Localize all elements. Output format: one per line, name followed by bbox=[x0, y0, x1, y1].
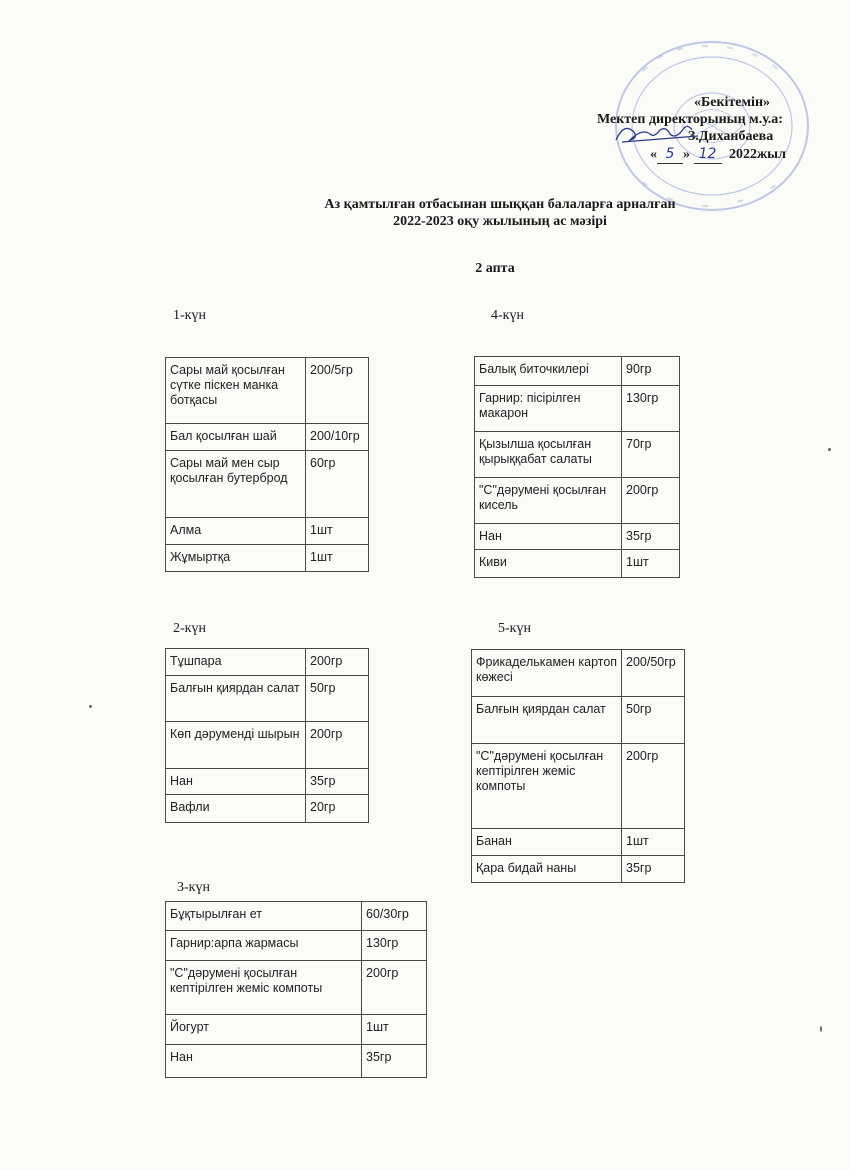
dish-name: Киви bbox=[475, 550, 622, 578]
day-4-menu-table bbox=[474, 356, 680, 578]
dish-amount: 90гр bbox=[622, 357, 680, 386]
table-row bbox=[166, 649, 369, 676]
dish-name: Балғын қиярдан салат bbox=[166, 676, 306, 722]
dish-amount: 200/10гр bbox=[306, 424, 369, 451]
dish-name: Нан bbox=[166, 769, 306, 795]
dish-amount: 1шт bbox=[622, 550, 680, 578]
dish-amount: 35гр bbox=[306, 769, 369, 795]
dish-name: Фрикаделькамен картоп көжесі bbox=[472, 650, 622, 697]
day-2-menu-table bbox=[165, 648, 369, 823]
table-row bbox=[475, 550, 680, 578]
document-title bbox=[0, 196, 850, 230]
day-1-label: 1-күн bbox=[173, 308, 206, 323]
dish-amount: 1шт bbox=[362, 1015, 427, 1045]
dish-name: Бұқтырылған ет bbox=[166, 902, 362, 931]
dish-amount: 60гр bbox=[306, 451, 369, 518]
dish-name: Бал қосылған шай bbox=[166, 424, 306, 451]
approval-date: « 5 » 12 2022жыл bbox=[650, 146, 786, 162]
dish-amount: 1шт bbox=[306, 518, 369, 545]
dish-amount: 200гр bbox=[362, 961, 427, 1015]
dish-amount: 200гр bbox=[306, 649, 369, 676]
dish-name: Вафли bbox=[166, 795, 306, 823]
signature bbox=[612, 118, 702, 148]
director-title: Мектеп директорының м.у.а: bbox=[597, 112, 783, 127]
dish-amount: 50гр bbox=[622, 697, 685, 744]
dish-name: Алма bbox=[166, 518, 306, 545]
approved-text: «Бекітемін» bbox=[694, 95, 771, 110]
dish-name: Қара бидай наны bbox=[472, 856, 622, 883]
dish-name: Гарнир:арпа жармасы bbox=[166, 931, 362, 961]
day-3-label: 3-күн bbox=[177, 880, 210, 895]
dish-name: Сары май мен сыр қосылған бутерброд bbox=[166, 451, 306, 518]
dish-name: Йогурт bbox=[166, 1015, 362, 1045]
dish-amount: 70гр bbox=[622, 432, 680, 478]
dish-name: Нан bbox=[475, 524, 622, 550]
dish-name: Балғын қиярдан салат bbox=[472, 697, 622, 744]
dish-amount: 60/30гр bbox=[362, 902, 427, 931]
day-1-menu-table bbox=[165, 357, 369, 572]
dish-name: "С"дәрумені қосылған кептірілген жеміс компоты bbox=[472, 744, 622, 829]
table-row bbox=[166, 424, 369, 451]
day-5-menu-table bbox=[471, 649, 685, 883]
table-row bbox=[166, 451, 369, 518]
day-2-label: 2-күн bbox=[173, 621, 206, 636]
dish-name: Қызылша қосылған қырыққабат салаты bbox=[475, 432, 622, 478]
scan-speck bbox=[828, 448, 831, 451]
table-row bbox=[166, 769, 369, 795]
dish-name: Көп дәруменді шырын bbox=[166, 722, 306, 769]
scan-speck bbox=[89, 705, 92, 708]
dish-name: Сары май қосылған сүтке піскен манка ботқасы bbox=[166, 358, 306, 424]
table-row bbox=[475, 432, 680, 478]
table-row bbox=[472, 744, 685, 829]
dish-amount: 35гр bbox=[622, 524, 680, 550]
title-line-2: 2022-2023 оқу жылының ас мәзірі bbox=[393, 214, 607, 229]
dish-amount: 35гр bbox=[362, 1045, 427, 1078]
table-row bbox=[166, 1045, 427, 1078]
table-row bbox=[166, 518, 369, 545]
day-3-menu-table bbox=[165, 901, 427, 1078]
title-line-1: Аз қамтылған отбасынан шыққан балаларға арналған bbox=[324, 197, 676, 212]
dish-name: Балық биточкилері bbox=[475, 357, 622, 386]
dish-amount: 130гр bbox=[622, 386, 680, 432]
table-row bbox=[166, 545, 369, 572]
dish-amount: 200/5гр bbox=[306, 358, 369, 424]
table-row bbox=[166, 902, 427, 931]
dish-name: Гарнир: пісірілген макарон bbox=[475, 386, 622, 432]
table-row bbox=[472, 829, 685, 856]
table-row bbox=[472, 856, 685, 883]
dish-amount: 200гр bbox=[622, 744, 685, 829]
dish-amount: 50гр bbox=[306, 676, 369, 722]
dish-amount: 20гр bbox=[306, 795, 369, 823]
dish-name: Нан bbox=[166, 1045, 362, 1078]
dish-name: "С"дәрумені қосылған кисель bbox=[475, 478, 622, 524]
table-row bbox=[475, 386, 680, 432]
dish-name: Банан bbox=[472, 829, 622, 856]
table-row bbox=[475, 524, 680, 550]
table-row bbox=[166, 961, 427, 1015]
day-5-label: 5-күн bbox=[498, 621, 531, 636]
dish-amount: 35гр bbox=[622, 856, 685, 883]
dish-amount: 200гр bbox=[622, 478, 680, 524]
dish-name: Тұшпара bbox=[166, 649, 306, 676]
week-label: 2 апта bbox=[475, 261, 515, 276]
dish-amount: 200гр bbox=[306, 722, 369, 769]
table-row bbox=[166, 1015, 427, 1045]
dish-amount: 200/50гр bbox=[622, 650, 685, 697]
table-row bbox=[475, 357, 680, 386]
dish-amount: 130гр bbox=[362, 931, 427, 961]
dish-name: "С"дәрумені қосылған кептірілген жеміс компоты bbox=[166, 961, 362, 1015]
dish-amount: 1шт bbox=[306, 545, 369, 572]
table-row bbox=[475, 478, 680, 524]
table-row bbox=[472, 697, 685, 744]
table-row bbox=[472, 650, 685, 697]
director-name: З.Диханбаева bbox=[688, 129, 774, 144]
table-row bbox=[166, 931, 427, 961]
table-row bbox=[166, 795, 369, 823]
table-row bbox=[166, 722, 369, 769]
table-row bbox=[166, 358, 369, 424]
dish-amount: 1шт bbox=[622, 829, 685, 856]
dish-name: Жұмыртқа bbox=[166, 545, 306, 572]
table-row bbox=[166, 676, 369, 722]
scan-speck bbox=[820, 1026, 822, 1032]
day-4-label: 4-күн bbox=[491, 308, 524, 323]
